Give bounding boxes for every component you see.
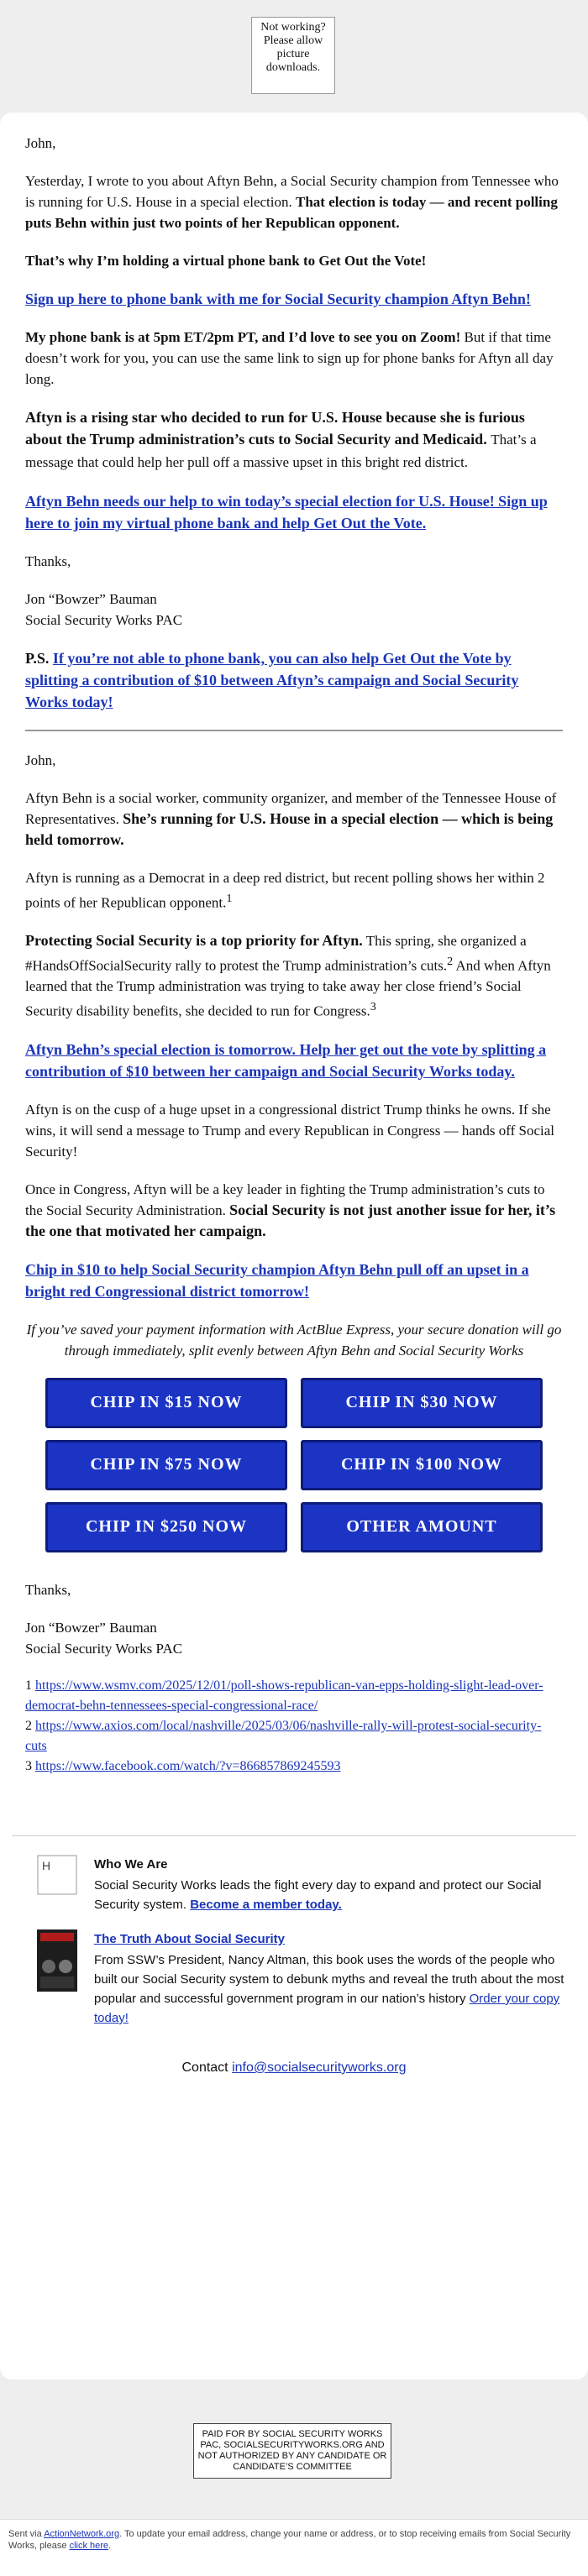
paragraph: Aftyn is a rising star who decided to run for U.S. House because she is furious about the Trump administration’s cuts to Social Security and Medicaid. That’s a message that could help her pull off a massive upset in this bright red district. — [25, 409, 537, 470]
actblue-express-note: If you’ve saved your payment information with ActBlue Express, your secure donation will go through immediately, split evenly between Aftyn Behn and Social Security Works — [26, 1321, 562, 1359]
paragraph: Aftyn is running as a Democrat in a deep red district, but recent polling shows her within 2 points of her Republican opponent.$^1$ — [25, 870, 545, 911]
reference-link[interactable]: https://www.wsmv.com/2025/12/01/poll-shows-republican-van-epps-holding-slight-lead-over-democrat-behn-tennessees-special-congressional-race/ — [25, 1678, 543, 1713]
donation-buttons — [25, 1378, 563, 1552]
chip-in-link[interactable]: Chip in $10 to help Social Security champion Aftyn Behn pull off an upset in a bright red Congressional district tomorrow! — [25, 1260, 529, 1300]
email-body — [0, 113, 588, 1777]
paragraph: Aftyn is on the cusp of a huge upset in a congressional district Trump thinks he owns. If she wins, it will send a message to Trump and every Republican in Congress — hands off Social Security! — [25, 1101, 555, 1160]
header-image-placeholder: Not working? Please allow picture downloads. — [251, 17, 335, 94]
phone-bank-join-link[interactable]: Aftyn Behn needs our help to win today’s special election for U.S. House! Sign up here to join my virtual phone bank and help Get Out the Vote. — [25, 493, 548, 531]
who-we-are — [12, 1855, 576, 1914]
greeting: John, — [25, 752, 56, 768]
paragraph: Once in Congress, Aftyn will be a key leader in fighting the Trump administration’s cuts to the Social Security Administration. Social Security is not just another issue for her, it’s the one that motivated her campaign. — [25, 1181, 556, 1239]
contact-line: Contact info@socialsecurityworks.org — [181, 2060, 407, 2075]
unsubscribe-bar: Sent via ActionNetwork.org. To update your email address, change your name or address, or to stop receiving emails from Social Security Works, please click here. — [0, 2519, 588, 2576]
paragraph: Protecting Social Security is a top priority for Aftyn. This spring, she organized a #HandsOffSocialSecurity rally to protest the Trump administration’s cuts.$^2$ And when Aftyn learned that the Trump administration was trying to take away her close friend’s Social Security disability benefits, she decided to run for Congress.$^3$ — [25, 931, 551, 1019]
email-card — [0, 113, 588, 2380]
reference-item: 1 https://www.wsmv.com/2025/12/01/poll-shows-republican-van-epps-holding-slight-lead-over-democrat-behn-tennessees-special-congressional-race/ — [25, 1678, 543, 1713]
paragraph: My phone bank is at 5pm ET/2pm PT, and I’d love to see you on Zoom! But if that time doesn’t work for you, you can use the same link to sign up for phone banks for Aftyn all day long. — [25, 329, 554, 387]
signature: Jon “Bowzer” Bauman Social Security Works PAC — [25, 1619, 183, 1657]
email-top — [0, 0, 588, 107]
signature: Jon “Bowzer” Bauman Social Security Works PAC — [25, 591, 183, 628]
book-promo — [12, 1929, 576, 2028]
reference-item: 3 https://www.facebook.com/watch/?v=866857869245593 — [25, 1758, 341, 1773]
order-book-link[interactable]: Order your copy today! — [94, 1991, 560, 2025]
paragraph: Yesterday, I wrote to you about Aftyn Behn, a Social Security champion from Tennessee who is running for U.S. House in a special election. That election is today — and recent polling puts Behn within just two points of her Republican opponent. — [25, 173, 559, 231]
book-text: From SSW’s President, Nancy Altman, this book uses the words of the people who built our Social Security system to debunk myths and reveal the truth about the most popular and successful government program in our nation’s history — [94, 1952, 564, 2006]
actionnetwork-link[interactable]: ActionNetwork.org — [44, 2529, 120, 2539]
become-member-link[interactable]: Become a member today. — [190, 1897, 342, 1912]
greeting: John, — [25, 135, 56, 151]
thanks: Thanks, — [25, 553, 71, 569]
svg-text:H: H — [42, 1858, 51, 1872]
thanks: Thanks, — [25, 1581, 71, 1598]
chip-in-100-button[interactable]: CHIP IN $100 NOW — [301, 1440, 543, 1490]
footer-block — [12, 1835, 576, 2077]
paragraph: Aftyn Behn is a social worker, community organizer, and member of the Tennessee House of Representatives. She’s running for U.S. House in a special election — which is being held tomorrow. — [25, 790, 557, 848]
ps-donate-link[interactable]: If you’re not able to phone bank, you can also help Get Out the Vote by splitting a contribution of $10 between Aftyn’s campaign and Social Security Works today! — [25, 650, 519, 710]
unsubscribe-link[interactable]: click here — [69, 2541, 109, 2551]
postscript: P.S. If you’re not able to phone bank, you can also help Get Out the Vote by splitting a contribution of $10 between Aftyn’s campaign and Social Security Works today! — [25, 650, 519, 710]
contact-email-link[interactable]: info@socialsecurityworks.org — [232, 2060, 407, 2075]
election-donate-link[interactable]: Aftyn Behn’s special election is tomorrow. Help her get out the vote by splitting a contribution of $10 between her campaign and Social Security Works today. — [25, 1040, 547, 1080]
who-we-are-text: Social Security Works leads the fight every day to expand and protect our Social Security system. — [94, 1877, 542, 1912]
reference-item: 2 https://www.axios.com/local/nashville/2025/03/06/nashville-rally-will-protest-social-security-cuts — [25, 1718, 542, 1753]
chip-in-30-button[interactable]: CHIP IN $30 NOW — [301, 1378, 543, 1428]
reference-link[interactable]: https://www.facebook.com/watch/?v=866857869245593 — [35, 1758, 341, 1773]
chip-in-75-button[interactable]: CHIP IN $75 NOW — [45, 1440, 287, 1490]
who-we-are-title: Who We Are — [94, 1856, 168, 1872]
paid-for-disclaimer: PAID FOR BY SOCIAL SECURITY WORKS PAC, SOCIALSECURITYWORKS.ORG AND NOT AUTHORIZED BY ANY CANDIDATE OR CANDIDATE’S COMMITTEE — [193, 2423, 391, 2479]
book-cover-icon — [37, 1929, 81, 2028]
divider — [25, 730, 563, 731]
reference-link[interactable]: https://www.axios.com/local/nashville/2025/03/06/nashville-rally-will-protest-social-security-cuts — [25, 1718, 542, 1753]
other-amount-button[interactable]: OTHER AMOUNT — [301, 1502, 543, 1552]
book-title-link[interactable]: The Truth About Social Security — [94, 1931, 285, 1946]
paragraph-bold: That’s why I’m holding a virtual phone bank to Get Out the Vote! — [25, 253, 427, 269]
chip-in-250-button[interactable]: CHIP IN $250 NOW — [45, 1502, 287, 1552]
references — [25, 1676, 563, 1777]
chip-in-15-button[interactable]: CHIP IN $15 NOW — [45, 1378, 287, 1428]
phone-bank-signup-link[interactable]: Sign up here to phone bank with me for Social Security champion Aftyn Behn! — [25, 291, 531, 307]
broken-image-icon — [37, 1855, 81, 1914]
